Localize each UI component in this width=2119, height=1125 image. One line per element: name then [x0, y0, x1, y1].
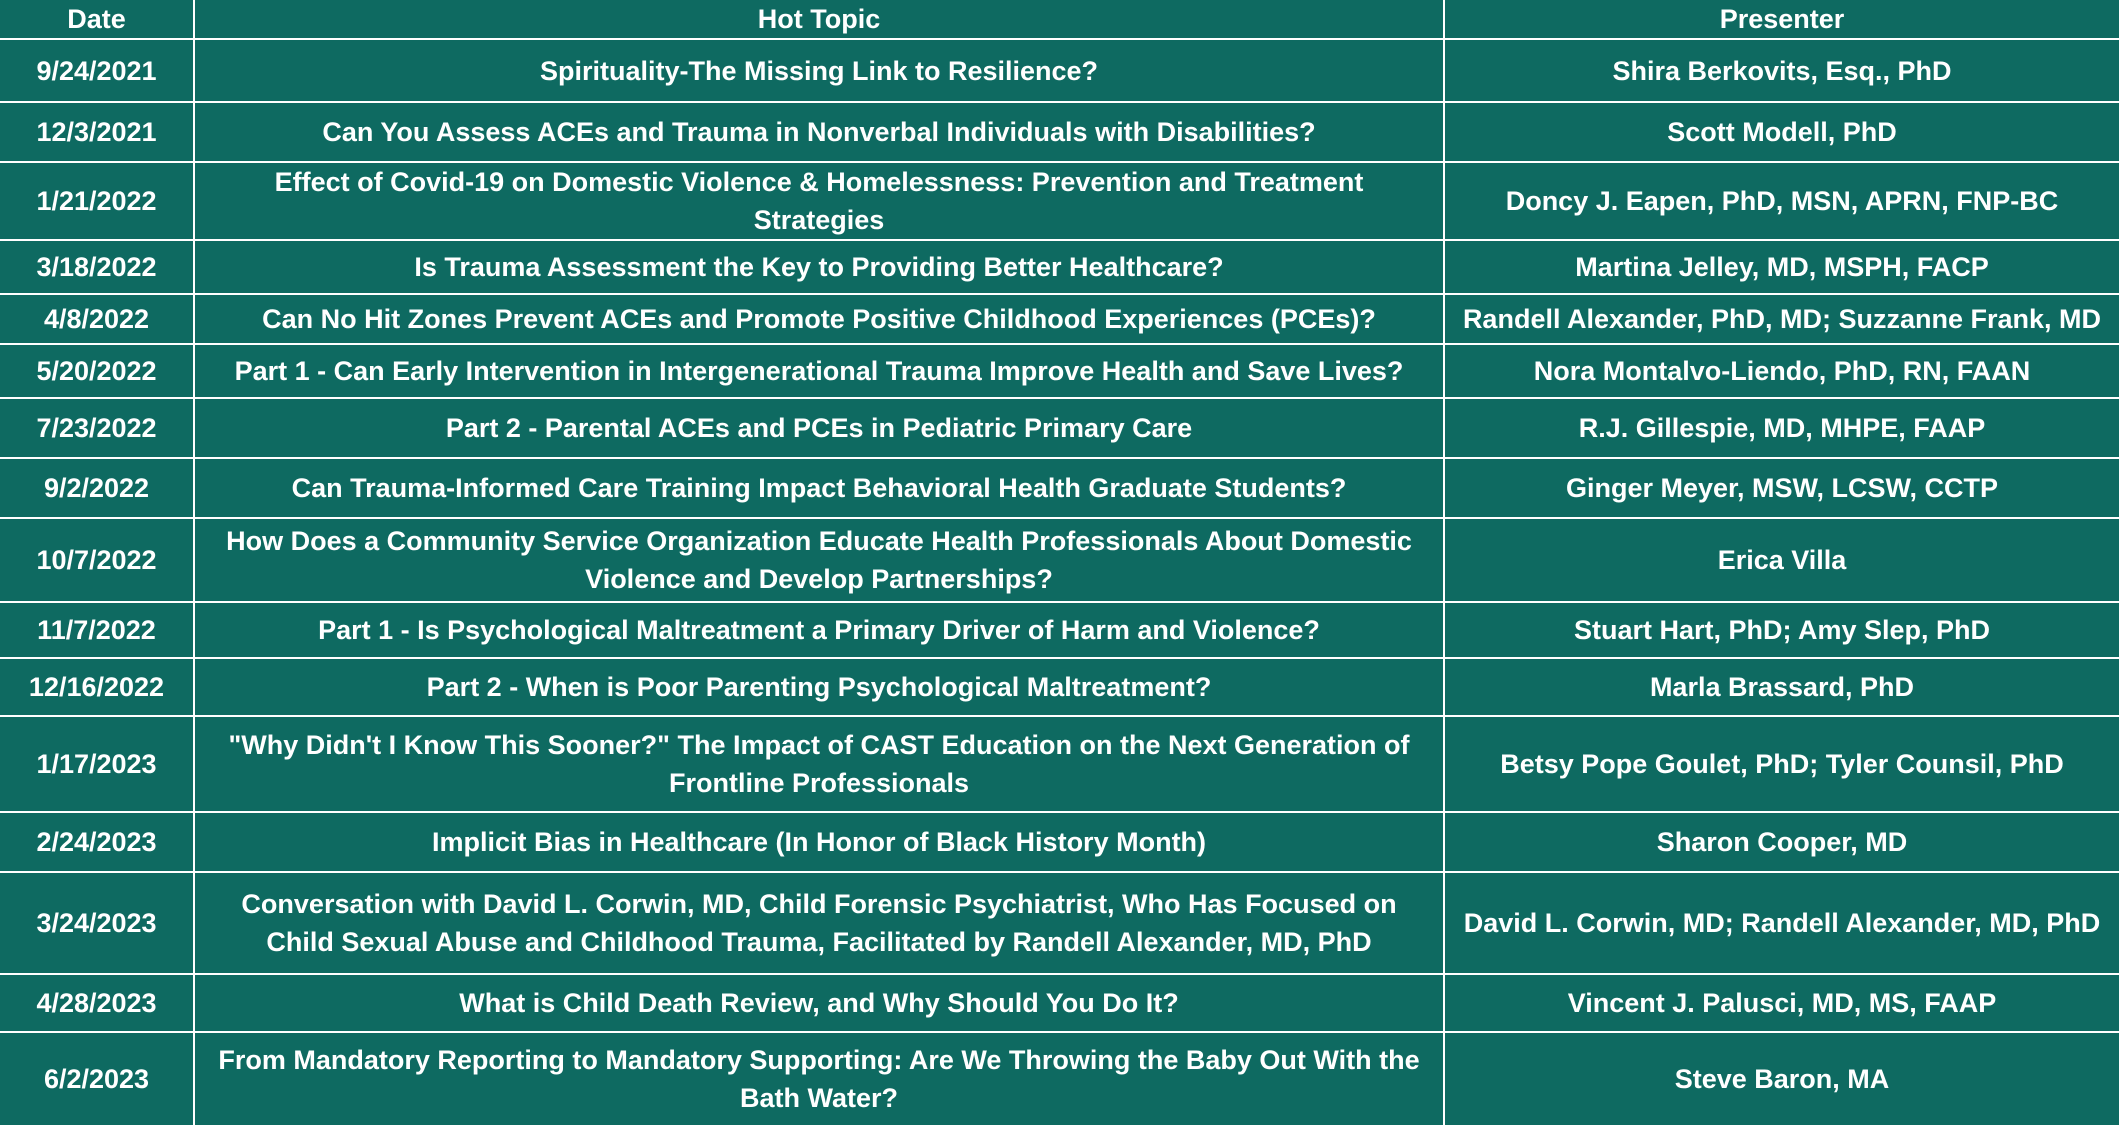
date-cell: 1/21/2022 [0, 162, 194, 240]
presenter-cell: Nora Montalvo-Liendo, PhD, RN, FAAN [1444, 344, 2119, 398]
date-cell: 5/20/2022 [0, 344, 194, 398]
table-row [0, 716, 2119, 812]
topic-cell: Conversation with David L. Corwin, MD, Child Forensic Psychiatrist, Who Has Focused on Child Sexual Abuse and Childhood Trauma, Facilitated by Randell Alexander, MD, PhD [194, 872, 1444, 974]
presenter-cell: Stuart Hart, PhD; Amy Slep, PhD [1444, 602, 2119, 658]
table-row [0, 812, 2119, 872]
topic-cell: Can You Assess ACEs and Trauma in Nonverbal Individuals with Disabilities? [194, 102, 1444, 162]
header-date: Date [0, 0, 194, 39]
date-cell: 4/28/2023 [0, 974, 194, 1032]
header-row [0, 0, 2119, 39]
date-cell: 10/7/2022 [0, 518, 194, 602]
table-row [0, 658, 2119, 716]
header-topic: Hot Topic [194, 0, 1444, 39]
presenter-cell: David L. Corwin, MD; Randell Alexander, MD, PhD [1444, 872, 2119, 974]
table-row [0, 240, 2119, 294]
date-cell: 9/2/2022 [0, 458, 194, 518]
date-cell: 3/24/2023 [0, 872, 194, 974]
topic-cell: Can No Hit Zones Prevent ACEs and Promote Positive Childhood Experiences (PCEs)? [194, 294, 1444, 344]
table-row [0, 1032, 2119, 1125]
topic-cell: Can Trauma-Informed Care Training Impact Behavioral Health Graduate Students? [194, 458, 1444, 518]
date-cell: 9/24/2021 [0, 39, 194, 102]
topic-cell: Part 2 - When is Poor Parenting Psychological Maltreatment? [194, 658, 1444, 716]
presenter-cell: R.J. Gillespie, MD, MHPE, FAAP [1444, 398, 2119, 458]
topic-cell: Implicit Bias in Healthcare (In Honor of Black History Month) [194, 812, 1444, 872]
table-row [0, 162, 2119, 240]
topic-cell: How Does a Community Service Organization Educate Health Professionals About Domestic Violence and Develop Partnerships? [194, 518, 1444, 602]
presenter-cell: Vincent J. Palusci, MD, MS, FAAP [1444, 974, 2119, 1032]
date-cell: 12/16/2022 [0, 658, 194, 716]
table-row [0, 602, 2119, 658]
presenter-cell: Betsy Pope Goulet, PhD; Tyler Counsil, PhD [1444, 716, 2119, 812]
date-cell: 11/7/2022 [0, 602, 194, 658]
table-row [0, 294, 2119, 344]
header-presenter: Presenter [1444, 0, 2119, 39]
presenter-cell: Steve Baron, MA [1444, 1032, 2119, 1125]
table-row [0, 872, 2119, 974]
presenter-cell: Marla Brassard, PhD [1444, 658, 2119, 716]
topic-cell: What is Child Death Review, and Why Should You Do It? [194, 974, 1444, 1032]
topic-cell: Part 1 - Is Psychological Maltreatment a Primary Driver of Harm and Violence? [194, 602, 1444, 658]
date-cell: 1/17/2023 [0, 716, 194, 812]
presenter-cell: Martina Jelley, MD, MSPH, FACP [1444, 240, 2119, 294]
presenter-cell: Shira Berkovits, Esq., PhD [1444, 39, 2119, 102]
topic-cell: From Mandatory Reporting to Mandatory Supporting: Are We Throwing the Baby Out With the Bath Water? [194, 1032, 1444, 1125]
date-cell: 2/24/2023 [0, 812, 194, 872]
presenter-cell: Ginger Meyer, MSW, LCSW, CCTP [1444, 458, 2119, 518]
topic-cell: Is Trauma Assessment the Key to Providing Better Healthcare? [194, 240, 1444, 294]
topic-cell: Part 1 - Can Early Intervention in Intergenerational Trauma Improve Health and Save Lives? [194, 344, 1444, 398]
table-row [0, 344, 2119, 398]
topic-cell: Spirituality-The Missing Link to Resilience? [194, 39, 1444, 102]
topic-cell: Effect of Covid-19 on Domestic Violence & Homelessness: Prevention and Treatment Strategies [194, 162, 1444, 240]
table-row [0, 102, 2119, 162]
topic-cell: "Why Didn't I Know This Sooner?" The Impact of CAST Education on the Next Generation of Frontline Professionals [194, 716, 1444, 812]
date-cell: 7/23/2022 [0, 398, 194, 458]
table-row [0, 518, 2119, 602]
table-row [0, 974, 2119, 1032]
date-cell: 4/8/2022 [0, 294, 194, 344]
topic-cell: Part 2 - Parental ACEs and PCEs in Pediatric Primary Care [194, 398, 1444, 458]
table-row [0, 39, 2119, 102]
table-row [0, 398, 2119, 458]
presenter-cell: Erica Villa [1444, 518, 2119, 602]
date-cell: 12/3/2021 [0, 102, 194, 162]
presenter-cell: Sharon Cooper, MD [1444, 812, 2119, 872]
date-cell: 6/2/2023 [0, 1032, 194, 1125]
presenter-cell: Randell Alexander, PhD, MD; Suzzanne Frank, MD [1444, 294, 2119, 344]
presenter-cell: Doncy J. Eapen, PhD, MSN, APRN, FNP-BC [1444, 162, 2119, 240]
presenter-cell: Scott Modell, PhD [1444, 102, 2119, 162]
table-row [0, 458, 2119, 518]
date-cell: 3/18/2022 [0, 240, 194, 294]
